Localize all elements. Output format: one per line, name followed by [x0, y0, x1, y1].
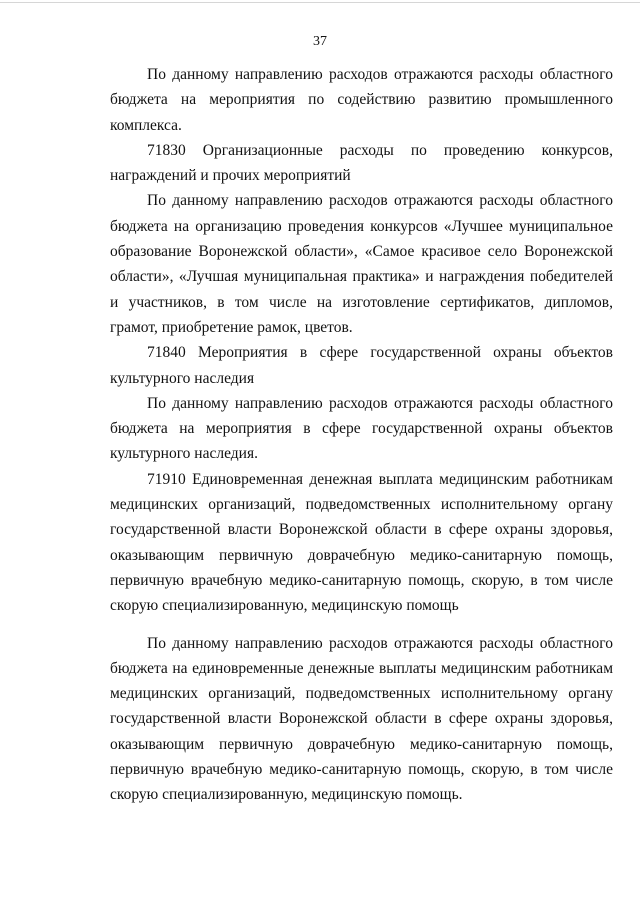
code-heading-71840: 71840 Мероприятия в сфере государственной охраны объектов культурного наследия — [110, 344, 613, 387]
code-heading-71910: 71910 Единовременная денежная выплата медицинским работникам медицинских организаций, подведомственных исполнительному органу государственной власти Воронежской области в сфере охраны здоровья, оказывающим первичную доврачебную медико-санитарную помощь, первичную врачебную медико-санитарную помощь, скорую, в том числе скорую специализированную, медицинскую помощь — [110, 470, 613, 615]
code-heading-71830: 71830 Организационные расходы по проведению конкурсов, награждений и прочих мероприятий — [110, 141, 613, 185]
scan-top-edge — [0, 2, 640, 3]
page-number: 37 — [313, 34, 327, 49]
paragraph-contests-expenses: По данному направлению расходов отражаются расходы областного бюджета на организацию проведения конкурсов «Лучшее муниципальное образование Воронежской области», «Самое красивое село Воронежской области», «Лучшая муниципальная практика» и награждения победителей и участников, в том числе на изготовление сертификатов, дипломов, грамот, приобретение рамок, цветов. — [110, 192, 613, 336]
document-body — [110, 62, 613, 808]
paragraph-medical-payments-expenses: По данному направлению расходов отражаются расходы областного бюджета на единовременные денежные выплаты медицинским работникам медицинских организаций, подведомственных исполнительному органу государственной власти Воронежской области в сфере охраны здоровья, оказывающим первичную доврачебную медико-санитарную помощь, первичную врачебную медико-санитарную помощь, скорую, в том числе скорую специализированную, медицинскую помощь. — [110, 634, 613, 804]
paragraph-cultural-heritage-expenses: По данному направлению расходов отражаются расходы областного бюджета на мероприятия в сфере государственной охраны объектов культурного наследия. — [110, 394, 613, 463]
paragraph-industry-expenses: По данному направлению расходов отражаются расходы областного бюджета на мероприятия по содействию развитию промышленного комплекса. — [110, 66, 613, 134]
